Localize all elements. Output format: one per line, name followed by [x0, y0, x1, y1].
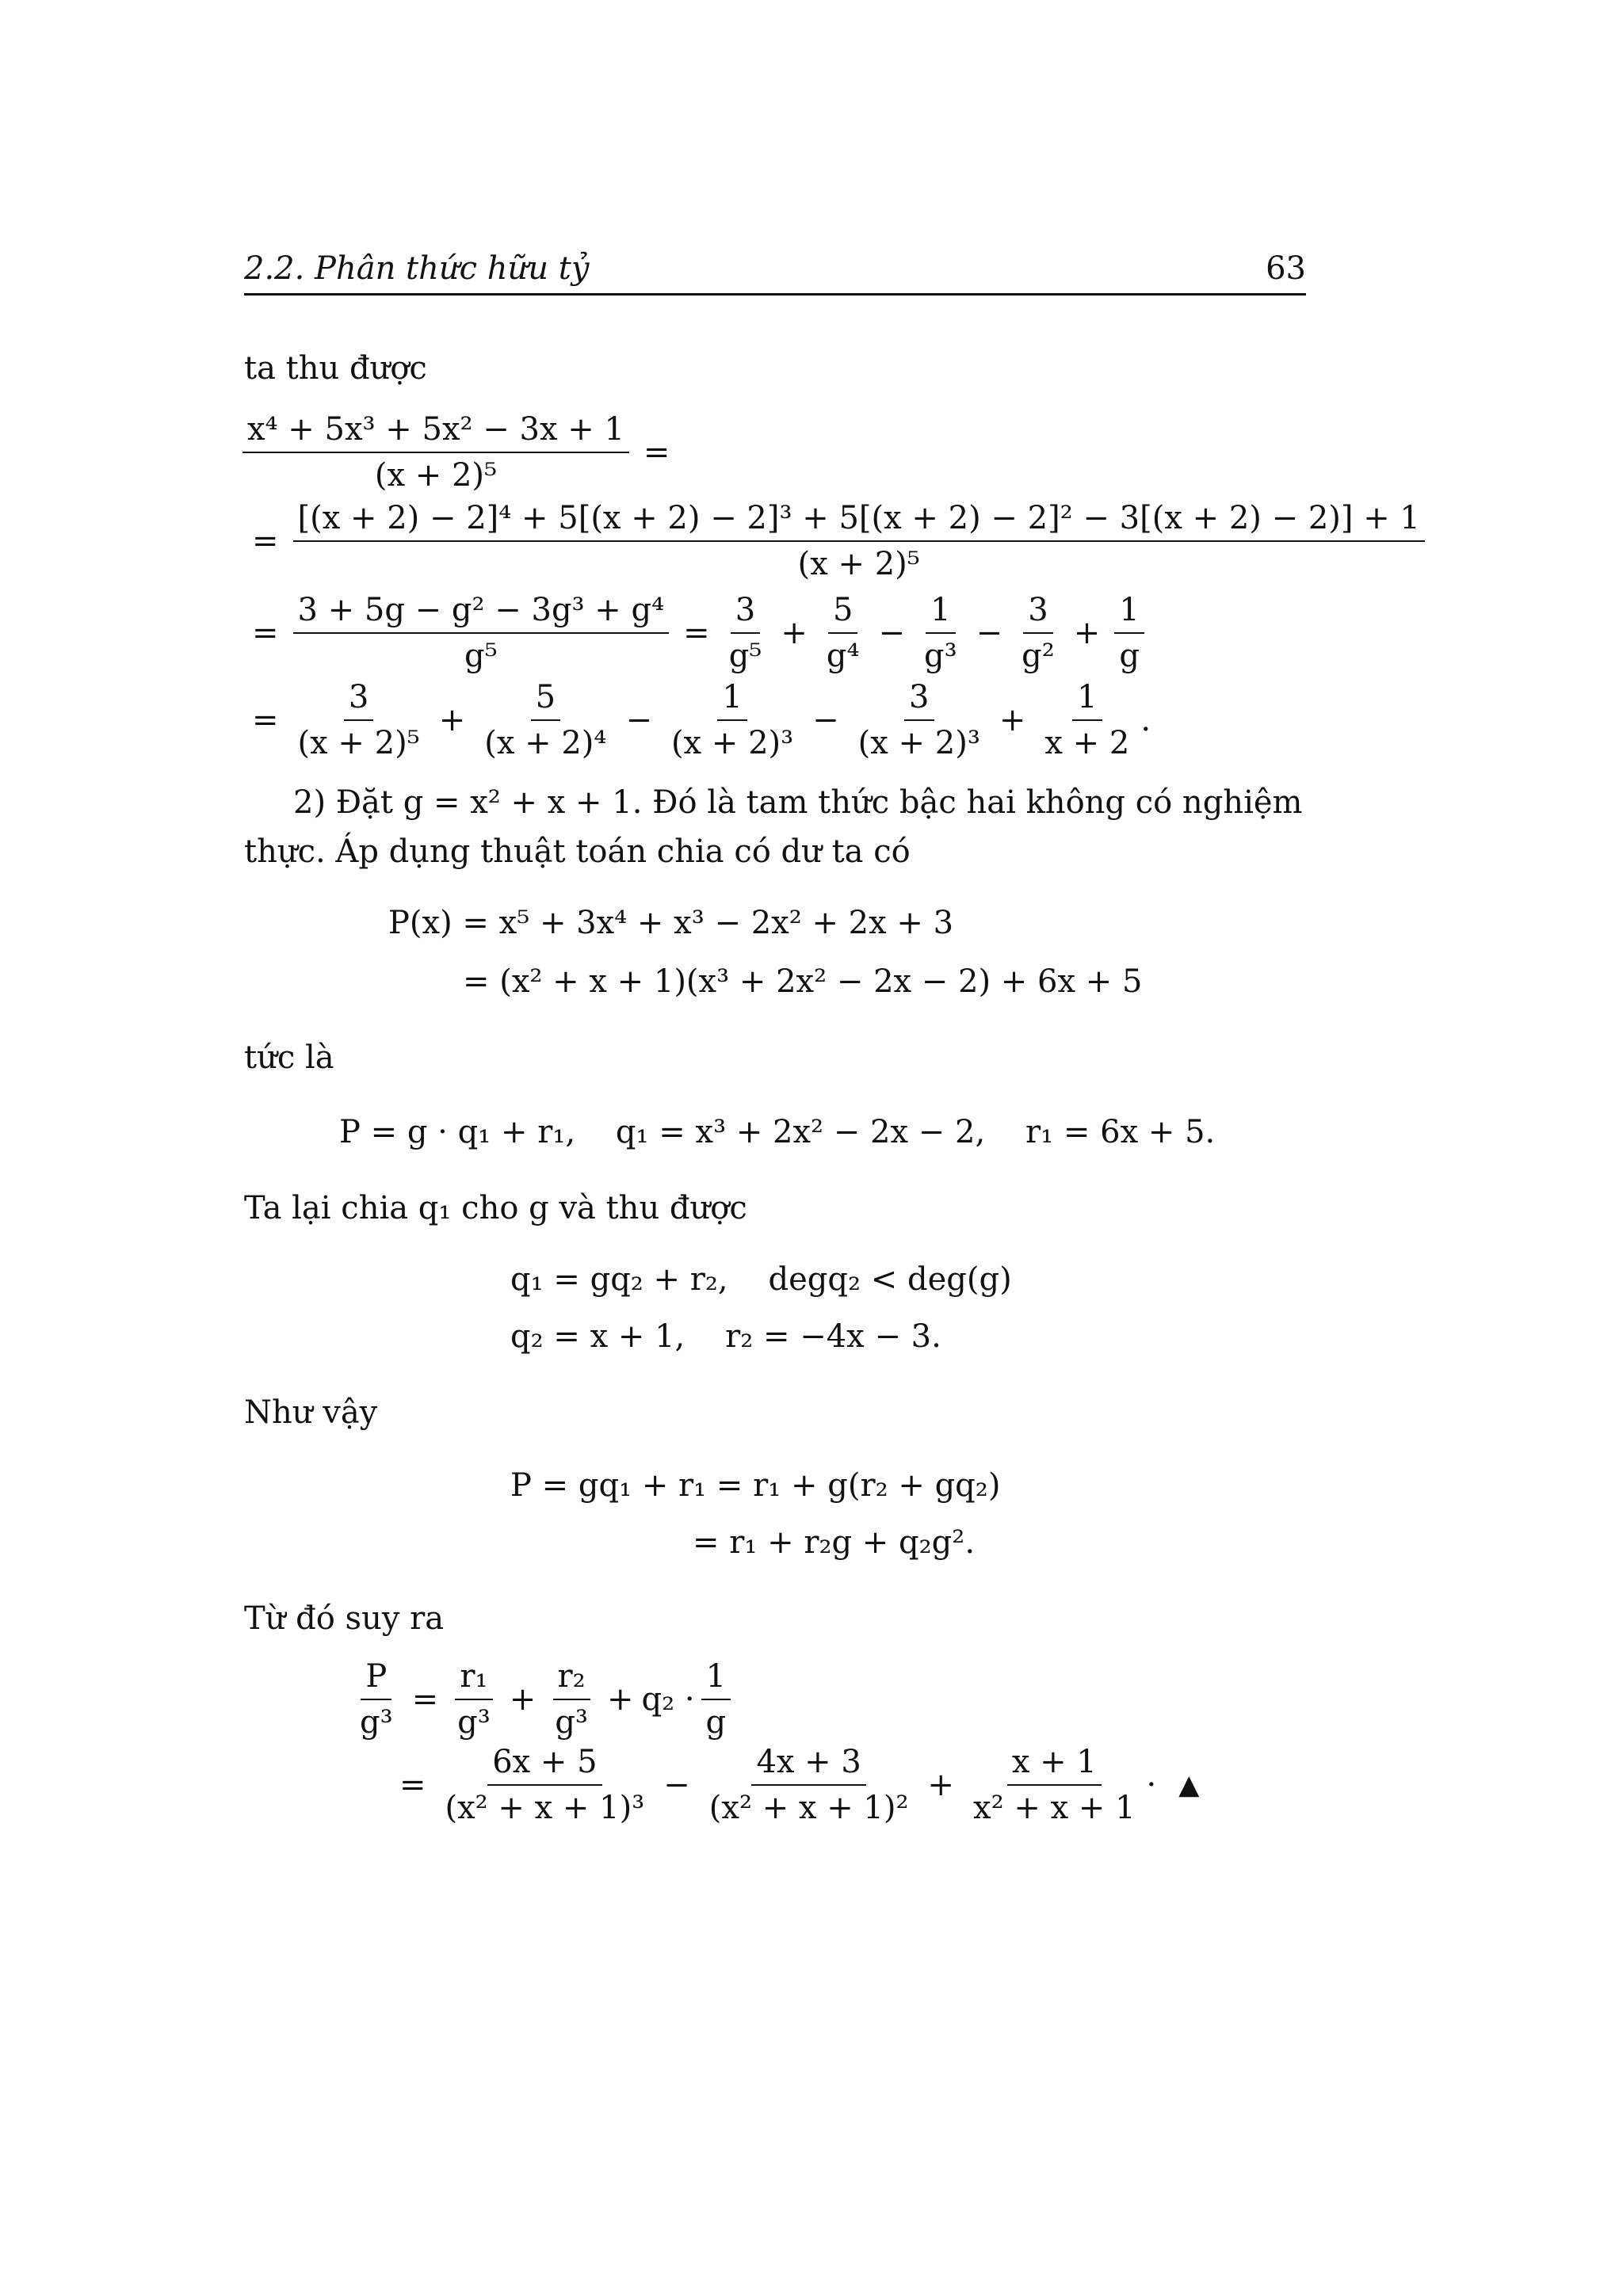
numerator: r₂ [553, 1659, 590, 1700]
equation-final-line-2 [399, 1745, 1199, 1825]
denominator: (x² + x + 1)³ [445, 1790, 645, 1826]
equation-q1-line-1: q₁ = gq₂ + r₂, degq₂ < deg(g) [510, 1261, 1012, 1298]
denominator: (x² + x + 1)² [708, 1790, 909, 1826]
minus-sign: − [976, 615, 1003, 651]
numerator: 1 [717, 680, 747, 721]
denominator: x² + x + 1 [973, 1790, 1136, 1826]
numerator: 3 [1023, 593, 1052, 634]
paragraph-thuc: thực. Áp dụng thuật toán chia có dư ta có [244, 833, 911, 870]
denominator: (x + 2)⁵ [297, 725, 420, 761]
fraction-eq1 [242, 412, 629, 493]
fraction-r1-over-g3 [453, 1659, 495, 1740]
fraction-x2-3b [854, 680, 985, 761]
numerator: 3 [344, 680, 373, 721]
qed-triangle-icon: ▲ [1178, 1769, 1200, 1801]
equation-line-2 [252, 501, 1431, 582]
period: . [1140, 702, 1151, 738]
numerator: 1 [1114, 593, 1144, 634]
minus-sign: − [663, 1767, 690, 1803]
numerator: 1 [1072, 680, 1102, 721]
section-title: 2.2. Phân thức hữu tỷ [244, 250, 590, 287]
fraction-one-over-g [701, 1659, 731, 1740]
plus-sign: + [509, 1681, 537, 1718]
equation-line-1 [242, 412, 678, 493]
fraction-g5 [724, 593, 767, 673]
fraction-g4 [822, 593, 865, 673]
denominator: g [705, 1704, 727, 1741]
denominator: g [1119, 638, 1140, 674]
denominator: g³ [360, 1704, 393, 1741]
equals-sign: = [683, 615, 710, 651]
numerator: x + 1 [1007, 1745, 1102, 1786]
paragraph-tu-do-suy-ra: Từ đó suy ra [244, 1600, 445, 1637]
equation-final-line-1 [355, 1659, 737, 1740]
fraction-6x5 [441, 1745, 650, 1825]
numerator: 5 [828, 593, 857, 634]
paragraph-nhu-vay: Như vậy [244, 1394, 378, 1431]
fraction-x2-4 [479, 680, 611, 761]
numerator: x⁴ + 5x³ + 5x² − 3x + 1 [242, 412, 629, 453]
denominator: g³ [924, 638, 957, 674]
equation-px-line-2: = (x² + x + 1)(x³ + 2x² − 2x − 2) + 6x + 5 [463, 963, 1143, 1000]
equals-sign: = [643, 434, 670, 471]
fraction-g [1114, 593, 1144, 673]
equation-p-decomposition: P = g · q₁ + r₁, q₁ = x³ + 2x² − 2x − 2, r₁ = 6x + 5. [339, 1114, 1216, 1150]
denominator: g² [1022, 638, 1055, 674]
equals-sign: = [399, 1767, 426, 1803]
denominator: x + 2 [1044, 725, 1130, 761]
plus-sign: + [1073, 615, 1101, 651]
equation-line-4 [252, 680, 1151, 761]
numerator: 3 + 5g − g² − 3g³ + g⁴ [293, 593, 670, 634]
equation-q1-line-2: q₂ = x + 1, r₂ = −4x − 3. [510, 1318, 941, 1355]
equals-sign: = [411, 1681, 439, 1718]
minus-sign: − [625, 702, 652, 738]
equation-p-line-1: P = gq₁ + r₁ = r₁ + g(r₂ + gq₂) [510, 1467, 1001, 1504]
dot-operator: · [1146, 1767, 1157, 1803]
paragraph-tuc-la: tức là [244, 1039, 334, 1076]
denominator: (x + 2)³ [857, 725, 980, 761]
equation-line-3 [252, 593, 1151, 673]
minus-sign: − [812, 702, 839, 738]
numerator: [(x + 2) − 2]⁴ + 5[(x + 2) − 2]³ + 5[(x + 2) − 2]² − 3[(x + 2) − 2)] + 1 [293, 501, 1425, 542]
denominator: g⁴ [826, 638, 860, 674]
numerator: 4x + 3 [751, 1745, 865, 1786]
denominator: (x + 2)⁵ [374, 457, 498, 494]
fraction-p-over-g3 [355, 1659, 398, 1740]
fraction-x2-5 [293, 680, 425, 761]
numerator: 1 [701, 1659, 731, 1700]
plus-sign: + [927, 1767, 955, 1803]
numerator: 3 [904, 680, 934, 721]
fraction-x2-3a [666, 680, 798, 761]
equals-sign: = [252, 615, 279, 651]
paragraph-dat-g: 2) Đặt g = x² + x + 1. Đó là tam thức bậc hai không có nghiệm [293, 784, 1303, 821]
fraction-eq2 [293, 501, 1425, 582]
page-header [244, 247, 1306, 296]
equation-p-line-2: = r₁ + r₂g + q₂g². [693, 1524, 976, 1561]
plus-sign: + [999, 702, 1026, 738]
equals-sign: = [252, 702, 279, 738]
plus-sign: + [781, 615, 808, 651]
fraction-x1 [968, 1745, 1140, 1825]
numerator: r₁ [455, 1659, 492, 1700]
q2-dot: q₂ · [641, 1681, 695, 1718]
paragraph-ta-thu-duoc: ta thu được [244, 350, 427, 387]
numerator: 1 [926, 593, 955, 634]
page-number: 63 [1266, 250, 1306, 287]
denominator: (x + 2)⁵ [797, 546, 920, 582]
denominator: (x + 2)⁴ [484, 725, 607, 761]
minus-sign: − [878, 615, 905, 651]
plus-sign: + [438, 702, 466, 738]
fraction-4x3 [705, 1745, 914, 1825]
denominator: g³ [555, 1704, 588, 1741]
numerator: P [361, 1659, 391, 1700]
numerator: 6x + 5 [487, 1745, 601, 1786]
plus-sign: + [606, 1681, 634, 1718]
fraction-r2-over-g3 [550, 1659, 593, 1740]
denominator: g³ [457, 1704, 491, 1741]
equation-px-line-1: P(x) = x⁵ + 3x⁴ + x³ − 2x² + 2x + 3 [388, 905, 954, 941]
paragraph-ta-lai-chia: Ta lại chia q₁ cho g và thu được [244, 1190, 747, 1226]
fraction-g3 [919, 593, 962, 673]
fraction-eq3 [293, 593, 670, 673]
fraction-x2 [1040, 680, 1134, 761]
numerator: 5 [531, 680, 560, 721]
fraction-g2 [1017, 593, 1060, 673]
denominator: (x + 2)³ [670, 725, 794, 761]
denominator: g⁵ [728, 638, 762, 674]
numerator: 3 [731, 593, 760, 634]
equals-sign: = [252, 523, 279, 559]
denominator: g⁵ [464, 638, 498, 674]
